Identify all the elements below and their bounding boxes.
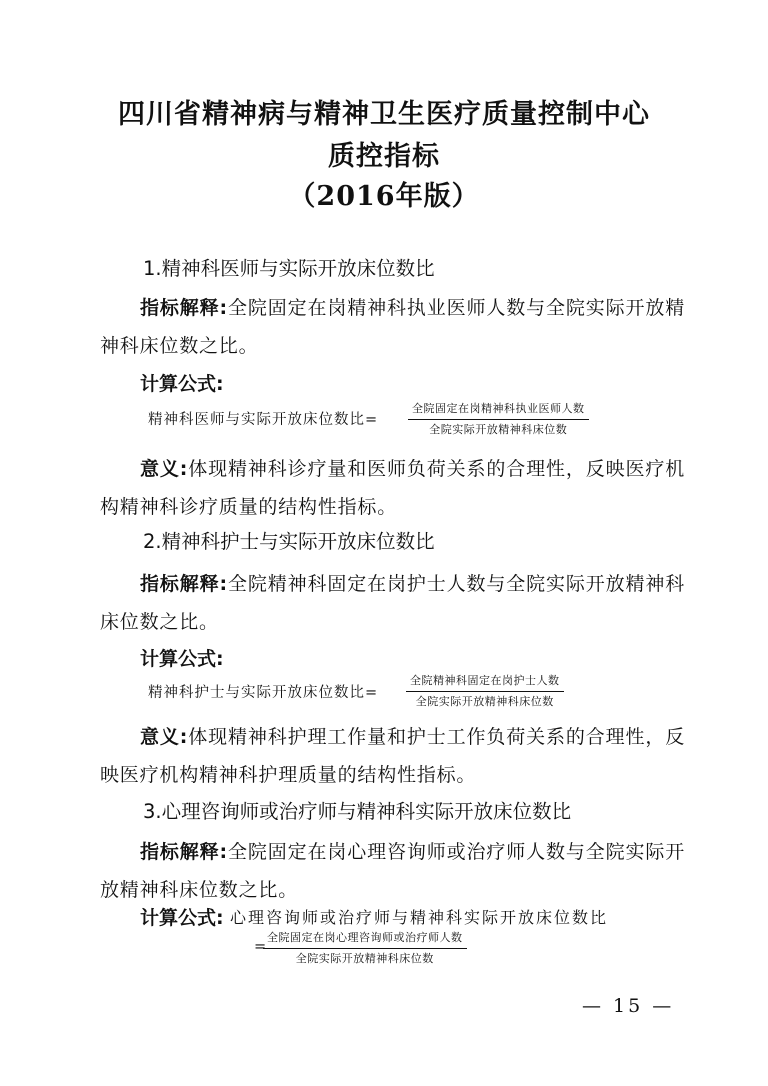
section-2-explanation bbox=[100, 565, 685, 641]
section-2-fraction bbox=[406, 673, 564, 710]
section-1-heading: 1.精神科医师与实际开放床位数比 bbox=[143, 257, 435, 280]
section-1-explanation bbox=[100, 289, 685, 365]
title-line-3: （2016年版） bbox=[288, 181, 480, 212]
section-2-meaning-label: 意义: bbox=[140, 726, 189, 748]
section-1-formula-label: 计算公式: bbox=[140, 373, 224, 395]
section-3-heading: 3.心理咨询师或治疗师与精神科实际开放床位数比 bbox=[143, 800, 572, 823]
section-2-numerator: 全院精神科固定在岗护士人数 bbox=[406, 673, 564, 692]
section-2-explain-text: 全院精神科固定在岗护士人数与全院实际开放精神科床位数之比。 bbox=[100, 573, 685, 633]
title-line-2: 质控指标 bbox=[328, 141, 440, 172]
section-1-explain-text: 全院固定在岗精神科执业医师人数与全院实际开放精神科床位数之比。 bbox=[100, 297, 685, 357]
section-1-denominator: 全院实际开放精神科床位数 bbox=[429, 423, 568, 436]
section-3-formula-label: 计算公式: bbox=[140, 907, 224, 929]
section-1-meaning-text: 体现精神科诊疗量和医师负荷关系的合理性，反映医疗机构精神科诊疗质量的结构性指标。 bbox=[100, 458, 685, 518]
section-2-meaning-text: 体现精神科护理工作量和护士工作负荷关系的合理性，反映医疗机构精神科护理质量的结构性指标。 bbox=[100, 726, 685, 786]
page-number: — 15 — bbox=[582, 995, 675, 1017]
title-line-1: 四川省精神病与精神卫生医疗质量控制中心 bbox=[118, 99, 650, 130]
section-2-formula-label: 计算公式: bbox=[140, 648, 224, 670]
section-3-explain-text: 全院固定在岗心理咨询师或治疗师人数与全院实际开放精神科床位数之比。 bbox=[100, 841, 685, 901]
section-2-explain-label: 指标解释: bbox=[140, 573, 228, 595]
section-2-formula-lhs: 精神科护士与实际开放床位数比= bbox=[148, 685, 379, 701]
section-1-meaning-label: 意义: bbox=[140, 458, 189, 480]
section-1-formula-lhs: 精神科医师与实际开放床位数比= bbox=[148, 412, 379, 428]
section-1-fraction bbox=[408, 401, 589, 438]
section-2-meaning bbox=[100, 718, 685, 794]
section-2-denominator: 全院实际开放精神科床位数 bbox=[415, 695, 554, 708]
section-3-denominator: 全院实际开放精神科床位数 bbox=[295, 952, 434, 965]
section-2-heading: 2.精神科护士与实际开放床位数比 bbox=[143, 530, 435, 553]
section-3-explain-label: 指标解释: bbox=[140, 841, 228, 863]
section-3-formula-lhs: 心理咨询师或治疗师与精神科实际开放床位数比 bbox=[230, 908, 609, 927]
section-1-meaning bbox=[100, 450, 685, 526]
section-3-explanation bbox=[100, 833, 685, 909]
section-1-explain-label: 指标解释: bbox=[140, 297, 228, 319]
section-1-numerator: 全院固定在岗精神科执业医师人数 bbox=[408, 401, 589, 420]
section-3-formula-equals: = bbox=[254, 939, 268, 955]
section-3-numerator: 全院固定在岗心理咨询师或治疗师人数 bbox=[263, 930, 467, 949]
section-3-fraction bbox=[263, 930, 467, 967]
